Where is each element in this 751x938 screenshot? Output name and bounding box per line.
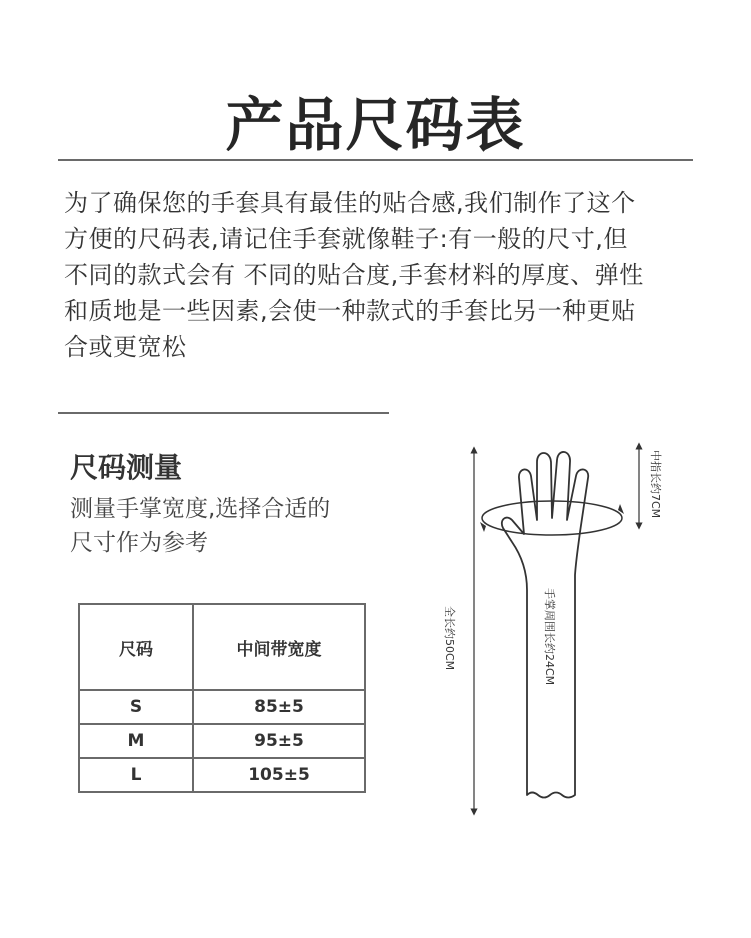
table-header-row [79,604,365,690]
width-cell: 95±5 [193,724,365,758]
size-cell: S [79,690,193,724]
header-band-width: 中间带宽度 [193,604,365,690]
intro-line: 合或更宽松 [64,333,187,361]
measure-desc-line: 尺寸作为参考 [70,530,208,556]
section-divider [58,412,389,414]
intro-line: 不同的款式会有 不同的贴合度,手套材料的厚度、弹性 [64,261,644,289]
intro-paragraph [64,185,696,365]
table-row [79,724,365,758]
header-size: 尺码 [79,604,193,690]
size-table [78,603,366,793]
measure-description [70,492,400,560]
size-cell: L [79,758,193,792]
title-divider [58,159,693,161]
intro-line: 方便的尺码表,请记住手套就像鞋子:有一般的尺寸,但 [64,225,628,253]
measure-section-title: 尺码测量 [70,451,183,484]
width-cell: 85±5 [193,690,365,724]
page-title: 产品尺码表 [225,91,526,159]
palm-circumference-label: 手掌周围长约24CM [543,588,556,686]
width-cell: 105±5 [193,758,365,792]
measure-desc-line: 测量手掌宽度,选择合适的 [70,496,331,522]
total-length-label: 全长约50CM [443,606,456,671]
table-row [79,758,365,792]
intro-line: 和质地是一些因素,会使一种款式的手套比另一种更贴 [64,297,636,325]
intro-line: 为了确保您的手套具有最佳的贴合感,我们制作了这个 [64,189,636,217]
size-cell: M [79,724,193,758]
glove-diagram [400,420,730,840]
table-row [79,690,365,724]
finger-length-label: 中指长约7CM [649,450,662,519]
